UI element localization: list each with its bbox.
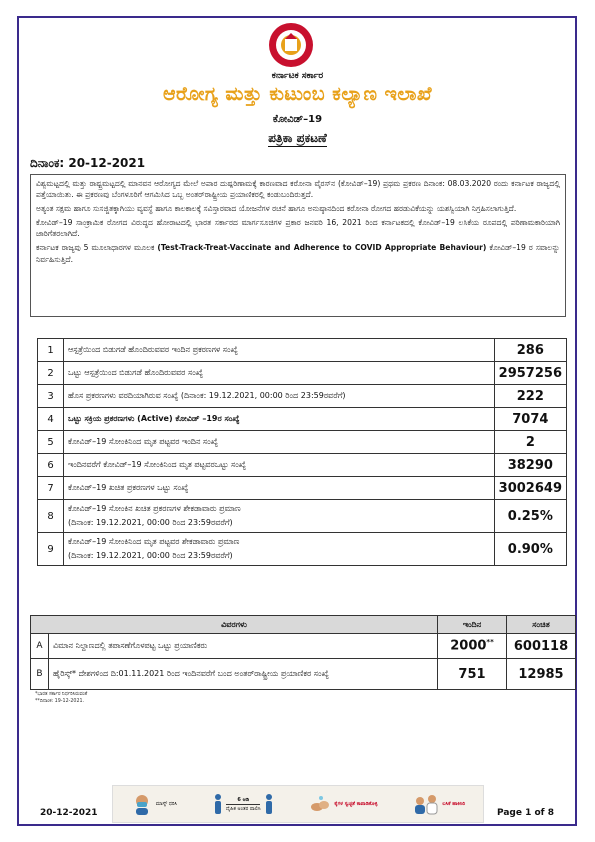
banner-vaccine bbox=[413, 793, 465, 815]
row-number: 7 bbox=[38, 477, 64, 500]
row-value: 0.90% bbox=[494, 533, 566, 566]
row-label: ಹೈರಿಸ್ಕ್* ದೇಶಗಳಿಂದ ದಿ:01.11.2021 ರಿಂದ ಇಂದಿನವರೆಗೆ ಬಂದ ಅಂತರ್‌ರಾಷ್ಟ್ರೀಯ ಪ್ರಯಾಣಿಕರ ಸಂಖ್ಯೆ bbox=[49, 659, 438, 690]
row-value: 2 bbox=[494, 431, 566, 454]
intro-p4-start: ಕರ್ನಾಟಕ ರಾಜ್ಯವು 5 ಮೂಲಾಧಾರಗಳ ಮೂಲಕ bbox=[36, 243, 158, 253]
row-label: ಕೋವಿಡ್–19 ಸೋಂಕಿನ ಖಚಿತ ಪ್ರಕರಣಗಳ ಶೇಕಡಾವಾರು ಪ್ರಮಾಣ bbox=[68, 504, 241, 513]
table-row bbox=[38, 339, 567, 362]
footnote-1: *ಭಾರತ ಸರ್ಕಾರ ನಿರ್ಧರಿಸಿರುವಂತೆ bbox=[35, 692, 88, 697]
stats-table bbox=[37, 338, 567, 566]
row-label-cell bbox=[64, 500, 495, 533]
release-date: ದಿನಾಂಕ: 20-12-2021 bbox=[30, 156, 146, 170]
row-label: ವಿಮಾನ ನಿಲ್ದಾಣದಲ್ಲಿ ತಪಾಸಣೆಗೊಳಪಟ್ಟ ಒಟ್ಟು ಪ್ರಯಾಣಿಕರು bbox=[49, 634, 438, 659]
arrow-icon bbox=[226, 804, 260, 805]
header-today: ಇಂದಿನ bbox=[438, 616, 507, 634]
intro-paragraph-4 bbox=[36, 242, 560, 264]
covid-guidelines-banner bbox=[112, 785, 484, 823]
row-sub: (ದಿನಾಂಕ: 19.12.2021, 00:00 ರಿಂದ 23:59ರವರೆಗೆ) bbox=[180, 391, 346, 400]
row-label: ಕೋವಿಡ್–19 ಸೋಂಕಿನಿಂದ ಮೃತ ಪಟ್ಟವರ ಶೇಕಡಾವಾರು ಪ್ರಮಾಣ bbox=[68, 537, 240, 546]
banner-mask-label: ಮಾಸ್ಕ್ ಧರಿಸಿ bbox=[155, 801, 178, 807]
row-value: 38290 bbox=[494, 454, 566, 477]
release-type-label: ಪತ್ರಿಕಾ ಪ್ರಕಟಣೆ bbox=[268, 131, 327, 145]
karnataka-emblem-icon bbox=[261, 20, 321, 72]
person-icon bbox=[213, 793, 223, 815]
banner-mask bbox=[131, 793, 177, 815]
table-row bbox=[31, 659, 576, 690]
row-number: 9 bbox=[38, 533, 64, 566]
row-label: ಆಸ್ಪತ್ರೆಯಿಂದ ಬಿಡುಗಡೆ ಹೊಂದಿರುವವರ ಇಂದಿನ ಪ್ರಕರಣಗಳ ಸಂಖ್ಯೆ bbox=[64, 339, 495, 362]
table-header-row bbox=[31, 616, 576, 634]
intro-box bbox=[30, 174, 566, 317]
subject-title: ಕೋವಿಡ್–19 bbox=[272, 114, 323, 125]
row-id: B bbox=[31, 659, 49, 690]
row-value: 222 bbox=[494, 385, 566, 408]
person-icon bbox=[264, 793, 274, 815]
government-name: ಕರ್ನಾಟಕ ಸರ್ಕಾರ bbox=[271, 71, 324, 81]
row-value: 286 bbox=[494, 339, 566, 362]
table-row bbox=[31, 634, 576, 659]
row-value: 3002649 bbox=[494, 477, 566, 500]
row-today-mark: ** bbox=[486, 638, 494, 647]
row-today: 751 bbox=[438, 659, 507, 690]
row-sub: (ದಿನಾಂಕ: 19.12.2021, 00:00 ರಿಂದ 23:59ರವರೆಗೆ) bbox=[68, 551, 233, 560]
banner-distance-text bbox=[226, 797, 261, 812]
row-cumulative: 12985 bbox=[507, 659, 576, 690]
mask-icon bbox=[131, 793, 153, 815]
table-row bbox=[38, 533, 567, 566]
row-label-cell bbox=[64, 533, 495, 566]
row-label: ಒಟ್ಟು ಸಕ್ರಿಯ ಪ್ರಕರಣಗಳು (Active) ಕೋವಿಡ್ –19ರ ಸಂಖ್ಯೆ bbox=[64, 408, 495, 431]
row-number: 8 bbox=[38, 500, 64, 533]
row-value: 2957256 bbox=[494, 362, 566, 385]
footer-date: 20-12-2021 bbox=[40, 808, 98, 818]
release-type bbox=[0, 131, 595, 146]
row-number: 4 bbox=[38, 408, 64, 431]
table-row bbox=[38, 477, 567, 500]
intro-p4-english: (Test-Track-Treat-Vaccinate and Adherence to COVID Appropriate Behaviour) bbox=[157, 243, 487, 253]
row-value: 0.25% bbox=[494, 500, 566, 533]
intro-paragraph-2: ಅತ್ಯಂತ ಸಕ್ಷಮ ಹಾಗೂ ಸುಸಜ್ಜಿತಕ್ಕಾಗಿಯು ವ್ಯವಸ್ಥೆ ಹಾಗೂ ಕಾಲಕಾಲಕ್ಕೆ ಸವಿಸ್ತಾರವಾದ ಯೋಜನೆಗಳ ರಚನೆ ಹಾಗೂ ಅನುಷ್ಠಾನದಿಂದ ಕರೋನಾ ರೋಗದ ಹರಡುವಿಕೆಯನ್ನು ಯಶಸ್ವಿಯಾಗಿ ನಿಗ್ರಹಿಸಲಾಗುತ್ತಿದೆ. bbox=[36, 204, 517, 214]
header-details: ವಿವರಗಳು bbox=[31, 616, 438, 634]
table-row bbox=[38, 408, 567, 431]
row-label: ಇಂದಿನವರೆಗೆ ಕೋವಿಡ್–19 ಸೋಂಕಿನಿಂದ ಮೃತ ಪಟ್ಟವರಒಟ್ಟು ಸಂಖ್ಯೆ bbox=[64, 454, 495, 477]
row-label: ಹೊಸ ಪ್ರಕರಣಗಳು ವರದಿಯಾಗಿರುವ ಸಂಖ್ಯೆ bbox=[68, 391, 179, 400]
row-label: ಕೋವಿಡ್–19 ಖಚಿತ ಪ್ರಕರಣಗಳ ಒಟ್ಟು ಸಂಖ್ಯೆ bbox=[64, 477, 495, 500]
banner-distance bbox=[213, 793, 274, 815]
row-id: A bbox=[31, 634, 49, 659]
banner-hands-label: ಕೈಗಳ ಸ್ವಚ್ಛತೆ ಕಾಪಾಡಿಕೊಳ್ಳಿ bbox=[334, 801, 378, 807]
row-number: 1 bbox=[38, 339, 64, 362]
row-today: 2000 bbox=[450, 638, 487, 654]
intro-paragraph-1: ವಿಶ್ವಮಟ್ಟದಲ್ಲಿ ಮತ್ತು ರಾಷ್ಟ್ರಮಟ್ಟದಲ್ಲಿ ಮಾನವನ ಆರೋಗ್ಯದ ಮೇಲೆ ಅಪಾರ ದುಷ್ಪರಿಣಾಮಕ್ಕೆ ಕಾರಣವಾದ ಕರೋನಾ ವೈರಸ್‌ನ (ಕೋವಿಡ್–19) ಪ್ರಥಮ ಪ್ರಕರಣ ದಿನಾಂಕ: 08.03.2020 ರಂದು ಕರ್ನಾಟಕ ರಾಜ್ಯದಲ್ಲಿ ಪತ್ತೆಯಾಯಿತು. ಈ ಪ್ರಕರಣವು ಬೆಂಗಳೂರಿಗೆ ಆಗಮಿಸಿದ ಒಬ್ಬ ಅಂತರ್‌ರಾಷ್ಟ್ರೀಯ ಪ್ರಯಾಣಿಕರಲ್ಲಿ ಕಂಡುಬಂದಿರುತ್ತದೆ. bbox=[36, 179, 560, 200]
table-row bbox=[38, 362, 567, 385]
intro-p4-end: ಕೋವಿಡ್–19 ರ ಸವಾಲನ್ನು ನಿರ್ವಹಿಸುತ್ತಿದೆ. bbox=[36, 243, 560, 264]
row-number: 2 bbox=[38, 362, 64, 385]
table-row bbox=[38, 500, 567, 533]
table-row bbox=[38, 454, 567, 477]
table-row bbox=[38, 385, 567, 408]
travel-table bbox=[30, 615, 576, 690]
footnote-2: **ದಿನಾಂಕ: 19-12-2021. bbox=[35, 699, 85, 704]
row-cumulative: 600118 bbox=[507, 634, 576, 659]
row-label: ಕೋವಿಡ್–19 ಸೋಂಕಿನಿಂದ ಮೃತ ಪಟ್ಟವರ ಇಂದಿನ ಸಂಖ್ಯೆ bbox=[64, 431, 495, 454]
table-row bbox=[38, 431, 567, 454]
banner-hands bbox=[309, 793, 377, 815]
banner-distance-label: 6 ಅಡಿ bbox=[237, 796, 250, 803]
footnotes bbox=[35, 691, 87, 705]
row-value: 7074 bbox=[494, 408, 566, 431]
row-sub: (ದಿನಾಂಕ: 19.12.2021, 00:00 ರಿಂದ 23:59ರವರೆಗೆ) bbox=[68, 518, 233, 527]
row-number: 3 bbox=[38, 385, 64, 408]
vaccine-icon bbox=[413, 793, 439, 815]
handwash-icon bbox=[309, 793, 331, 815]
intro-paragraph-3: ಕೋವಿಡ್–19 ಸಾಂಕ್ರಾಮಿಕ ರೋಗದ ವಿರುದ್ಧದ ಹೋರಾಟದಲ್ಲಿ ಭಾರತ ಸರ್ಕಾರದ ಮಾರ್ಗಸೂಚಿಗಳ ಪ್ರಕಾರ ಜನವರಿ 16, 2021 ರಿಂದ ಕರ್ನಾಟಕದಲ್ಲಿ ಕೋವಿಡ್–19 ಲಸಿಕೆಯ ರೂಪದಲ್ಲಿ ಪರಿಣಾಮಕಾರಿಯಾಗಿ ಜಾರಿಗೆತರಲಾಗಿದೆ. bbox=[36, 218, 560, 239]
row-label: ಒಟ್ಟು ಆಸ್ಪತ್ರೆಯಿಂದ ಬಿಡುಗಡೆ ಹೊಂದಿರುವವರ ಸಂಖ್ಯೆ bbox=[64, 362, 495, 385]
page-number: Page 1 of 8 bbox=[497, 808, 554, 818]
banner-vaccine-label: ಲಸಿಕೆ ಹಾಕಿಸಿರಿ bbox=[442, 801, 466, 807]
banner-distance-sub: ದೈಹಿಕ ಅಂತರ ಪಾಲಿಸಿ bbox=[225, 805, 261, 812]
header-cumulative: ಸಂಚಿತ bbox=[507, 616, 576, 634]
row-number: 5 bbox=[38, 431, 64, 454]
row-number: 6 bbox=[38, 454, 64, 477]
department-title: ಆರೋಗ್ಯ ಮತ್ತು ಕುಟುಂಬ ಕಲ್ಯಾಣ ಇಲಾಖೆ bbox=[162, 83, 433, 105]
row-today-cell bbox=[438, 634, 507, 659]
row-label-cell bbox=[64, 385, 495, 408]
